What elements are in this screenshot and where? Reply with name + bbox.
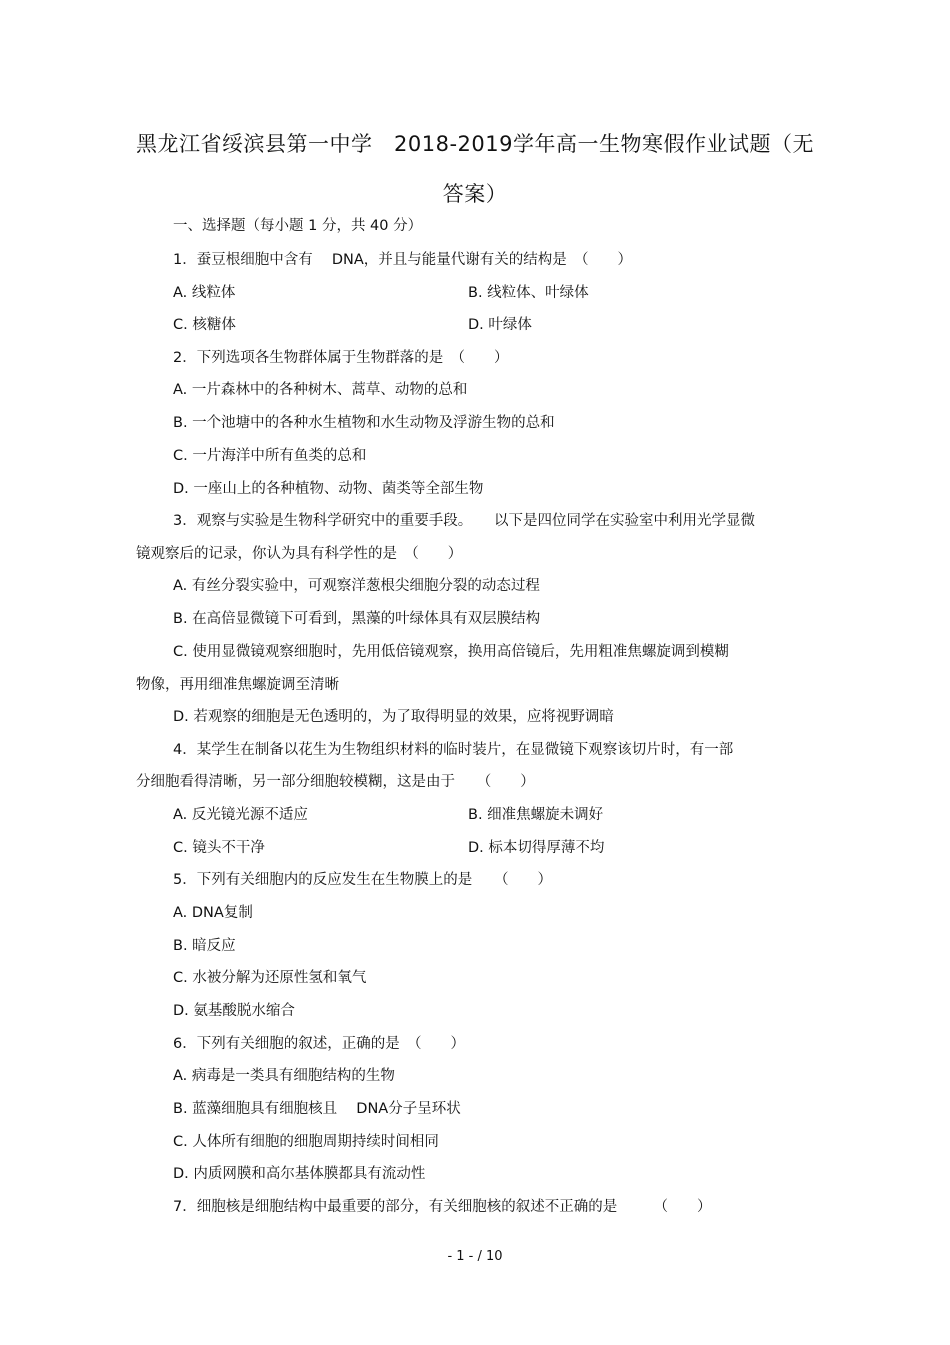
question-4-stem-line1: 4．某学生在制备以花生为生物组织材料的临时装片，在显微镜下观察该切片时，有一部: [173, 742, 734, 758]
question-3-stem-line2: 镜观察后的记录，你认为具有科学性的是 （ ）: [136, 546, 463, 562]
question-3-option-a: A. 有丝分裂实验中，可观察洋葱根尖细胞分裂的动态过程: [173, 578, 540, 594]
question-3-option-c-line2: 物像，再用细准焦螺旋调至清晰: [136, 677, 339, 693]
question-3-option-d: D. 若观察的细胞是无色透明的，为了取得明显的效果，应将视野调暗: [173, 709, 614, 725]
question-2-stem: 2．下列选项各生物群体属于生物群落的是 （ ）: [173, 350, 509, 366]
question-1-stem: 1．蚕豆根细胞中含有 DNA，并且与能量代谢有关的结构是 （ ）: [173, 252, 633, 268]
question-5-option-c: C. 水被分解为还原性氢和氧气: [173, 970, 367, 986]
document-title-line1: 黑龙江省绥滨县第一中学 2018-2019学年高一生物寒假作业试题（无: [136, 132, 814, 156]
section-heading: 一、选择题（每小题 1 分，共 40 分）: [173, 218, 423, 234]
question-4-option-c: C. 镜头不干净: [173, 840, 265, 856]
question-3-option-c-line1: C. 使用显微镜观察细胞时，先用低倍镜观察，换用高倍镜后，先用粗准焦螺旋调到模糊: [173, 644, 729, 660]
document-title-line2: 答案）: [442, 182, 508, 206]
question-6-option-a: A. 病毒是一类具有细胞结构的生物: [173, 1068, 395, 1084]
page-number: - 1 - / 10: [447, 1249, 503, 1264]
question-3-stem-line1: 3．观察与实验是生物科学研究中的重要手段。 以下是四位同学在实验室中利用光学显微: [173, 513, 755, 529]
question-4-stem-line2: 分细胞看得清晰，另一部分细胞较模糊，这是由于 （ ）: [136, 774, 535, 790]
question-2-option-d: D. 一座山上的各种植物、动物、菌类等全部生物: [173, 481, 484, 497]
question-2-option-a: A. 一片森林中的各种树木、蒿草、动物的总和: [173, 382, 468, 398]
question-1-option-c: C. 核糖体: [173, 317, 236, 333]
question-2-option-b: B. 一个池塘中的各种水生植物和水生动物及浮游生物的总和: [173, 415, 555, 431]
question-3-option-b: B. 在高倍显微镜下可看到，黑藻的叶绿体具有双层膜结构: [173, 611, 541, 627]
question-4-option-d: D. 标本切得厚薄不均: [468, 840, 605, 856]
question-5-option-d: D. 氨基酸脱水缩合: [173, 1003, 295, 1019]
question-2-option-c: C. 一片海洋中所有鱼类的总和: [173, 448, 367, 464]
question-4-option-a: A. 反光镜光源不适应: [173, 807, 308, 823]
question-4-option-b: B. 细准焦螺旋未调好: [468, 807, 604, 823]
question-7-stem: 7．细胞核是细胞结构中最重要的部分，有关细胞核的叙述不正确的是 （ ）: [173, 1199, 712, 1215]
question-1-option-d: D. 叶绿体: [468, 317, 532, 333]
question-5-option-a: A. DNA复制: [173, 905, 253, 921]
question-6-stem: 6．下列有关细胞的叙述，正确的是 （ ）: [173, 1036, 465, 1052]
question-5-option-b: B. 暗反应: [173, 938, 236, 954]
question-6-option-d: D. 内质网膜和高尔基体膜都具有流动性: [173, 1166, 426, 1182]
question-6-option-b: B. 蓝藻细胞具有细胞核且 DNA分子呈环状: [173, 1101, 461, 1117]
question-1-option-a: A. 线粒体: [173, 285, 236, 301]
question-5-stem: 5．下列有关细胞内的反应发生在生物膜上的是 （ ）: [173, 872, 552, 888]
question-1-option-b: B. 线粒体、叶绿体: [468, 285, 589, 301]
question-6-option-c: C. 人体所有细胞的细胞周期持续时间相同: [173, 1134, 439, 1150]
